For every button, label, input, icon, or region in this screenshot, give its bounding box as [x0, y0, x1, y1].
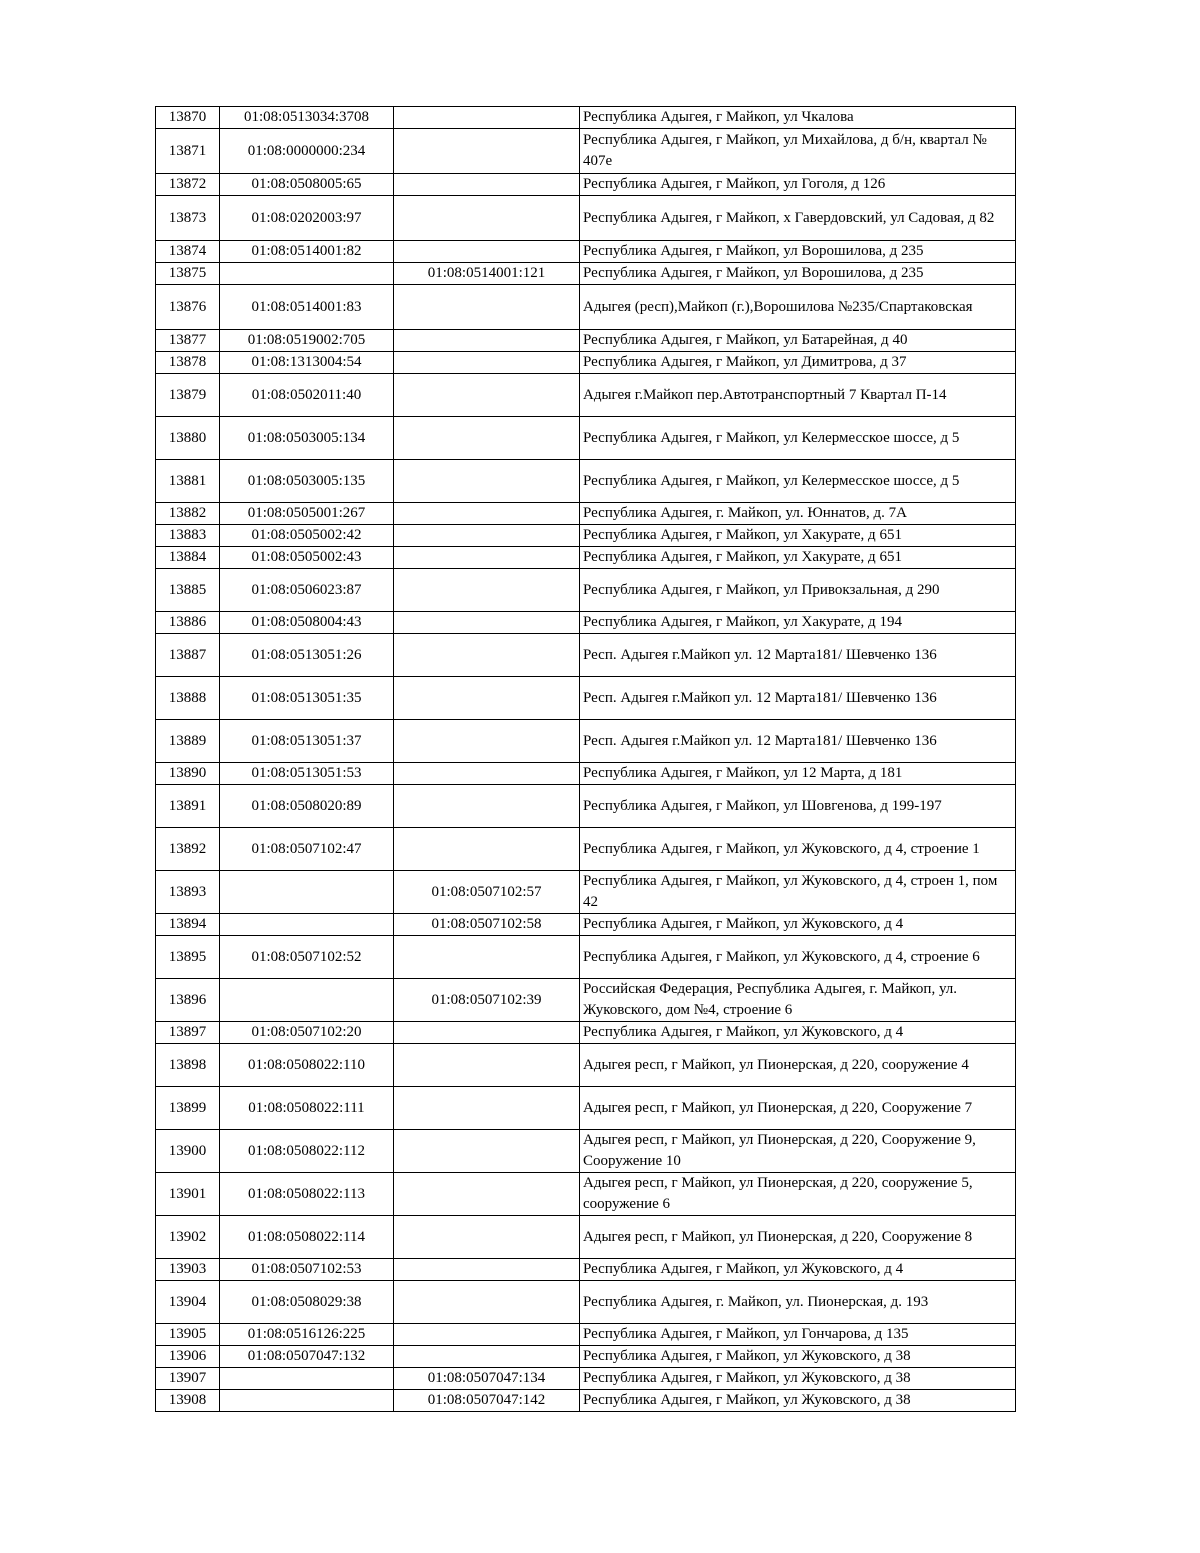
row-number-cell: 13872 — [156, 174, 220, 196]
table-row — [156, 1368, 1016, 1390]
object-cadastral-number-cell: 01:08:0514001:121 — [394, 263, 580, 285]
table-row — [156, 107, 1016, 129]
table-row — [156, 241, 1016, 263]
table-row — [156, 352, 1016, 374]
cadastral-number-cell — [220, 263, 394, 285]
object-cadastral-number-cell — [394, 720, 580, 763]
address-cell: Адыгея респ, г Майкоп, ул Пионерская, д 220, Сооружение 9, Сооружение 10 — [580, 1130, 1016, 1173]
row-number-cell: 13880 — [156, 417, 220, 460]
object-cadastral-number-cell — [394, 1130, 580, 1173]
row-number-cell: 13901 — [156, 1173, 220, 1216]
cadastral-number-cell: 01:08:0513051:37 — [220, 720, 394, 763]
cadastral-number-cell — [220, 1368, 394, 1390]
object-cadastral-number-cell — [394, 547, 580, 569]
object-cadastral-number-cell — [394, 677, 580, 720]
cadastral-number-cell: 01:08:0000000:234 — [220, 129, 394, 174]
object-cadastral-number-cell — [394, 352, 580, 374]
cadastral-number-cell: 01:08:0502011:40 — [220, 374, 394, 417]
table-row — [156, 263, 1016, 285]
table-row — [156, 1130, 1016, 1173]
row-number-cell: 13873 — [156, 196, 220, 241]
address-cell: Респ. Адыгея г.Майкоп ул. 12 Марта181/ Шевченко 136 — [580, 677, 1016, 720]
object-cadastral-number-cell — [394, 1324, 580, 1346]
object-cadastral-number-cell: 01:08:0507102:58 — [394, 914, 580, 936]
object-cadastral-number-cell — [394, 285, 580, 330]
address-cell: Республика Адыгея, г Майкоп, ул Привокзальная, д 290 — [580, 569, 1016, 612]
table-row — [156, 174, 1016, 196]
table-row — [156, 936, 1016, 979]
table-row — [156, 569, 1016, 612]
cadastral-number-cell: 01:08:0508029:38 — [220, 1281, 394, 1324]
table-row — [156, 330, 1016, 352]
cadastral-number-cell: 01:08:0505002:42 — [220, 525, 394, 547]
row-number-cell: 13871 — [156, 129, 220, 174]
object-cadastral-number-cell: 01:08:0507047:134 — [394, 1368, 580, 1390]
row-number-cell: 13894 — [156, 914, 220, 936]
address-cell: Республика Адыгея, г Майкоп, ул Келермесское шоссе, д 5 — [580, 417, 1016, 460]
row-number-cell: 13889 — [156, 720, 220, 763]
cadastral-number-cell: 01:08:0507102:53 — [220, 1259, 394, 1281]
object-cadastral-number-cell — [394, 503, 580, 525]
address-cell: Республика Адыгея, г Майкоп, ул Хакурате, д 651 — [580, 547, 1016, 569]
row-number-cell: 13904 — [156, 1281, 220, 1324]
address-cell: Республика Адыгея, г Майкоп, ул Жуковского, д 4 — [580, 1259, 1016, 1281]
table-row — [156, 285, 1016, 330]
row-number-cell: 13885 — [156, 569, 220, 612]
address-cell: Республика Адыгея, г Майкоп, ул Ворошилова, д 235 — [580, 263, 1016, 285]
row-number-cell: 13891 — [156, 785, 220, 828]
address-cell: Республика Адыгея, г Майкоп, ул Жуковского, д 38 — [580, 1390, 1016, 1412]
address-cell: Республика Адыгея, г Майкоп, ул Жуковского, д 4, строение 1 — [580, 828, 1016, 871]
row-number-cell: 13874 — [156, 241, 220, 263]
address-cell: Республика Адыгея, г Майкоп, ул Димитрова, д 37 — [580, 352, 1016, 374]
address-cell: Республика Адыгея, г Майкоп, ул Хакурате, д 651 — [580, 525, 1016, 547]
address-cell: Республика Адыгея, г Майкоп, ул Ворошилова, д 235 — [580, 241, 1016, 263]
address-cell: Респ. Адыгея г.Майкоп ул. 12 Марта181/ Шевченко 136 — [580, 634, 1016, 677]
object-cadastral-number-cell — [394, 460, 580, 503]
cadastral-number-cell: 01:08:0507102:47 — [220, 828, 394, 871]
table-row — [156, 129, 1016, 174]
cadastral-number-cell: 01:08:0507102:52 — [220, 936, 394, 979]
cadastral-number-cell: 01:08:0508005:65 — [220, 174, 394, 196]
address-cell: Республика Адыгея, г Майкоп, ул Хакурате, д 194 — [580, 612, 1016, 634]
table-row — [156, 1324, 1016, 1346]
object-cadastral-number-cell — [394, 107, 580, 129]
row-number-cell: 13899 — [156, 1087, 220, 1130]
table-row — [156, 1022, 1016, 1044]
address-cell: Республика Адыгея, г Майкоп, ул Жуковского, д 38 — [580, 1368, 1016, 1390]
row-number-cell: 13895 — [156, 936, 220, 979]
cadastral-number-cell: 01:08:0519002:705 — [220, 330, 394, 352]
table-row — [156, 525, 1016, 547]
table-row — [156, 1216, 1016, 1259]
row-number-cell: 13896 — [156, 979, 220, 1022]
address-cell: Республика Адыгея, г Майкоп, ул Жуковского, д 4, строен 1, пом 42 — [580, 871, 1016, 914]
address-cell: Республика Адыгея, г. Майкоп, ул. Юннатов, д. 7А — [580, 503, 1016, 525]
object-cadastral-number-cell — [394, 330, 580, 352]
address-cell: Республика Адыгея, г Майкоп, ул Жуковского, д 4, строение 6 — [580, 936, 1016, 979]
table-row — [156, 785, 1016, 828]
table-row — [156, 677, 1016, 720]
address-cell: Республика Адыгея, г Майкоп, ул Гоголя, д 126 — [580, 174, 1016, 196]
cadastral-number-cell: 01:08:0508020:89 — [220, 785, 394, 828]
address-cell: Адыгея респ, г Майкоп, ул Пионерская, д 220, Сооружение 8 — [580, 1216, 1016, 1259]
object-cadastral-number-cell — [394, 763, 580, 785]
row-number-cell: 13892 — [156, 828, 220, 871]
address-cell: Республика Адыгея, г Майкоп, ул 12 Марта, д 181 — [580, 763, 1016, 785]
address-cell: Адыгея г.Майкоп пер.Автотранспортный 7 Квартал П-14 — [580, 374, 1016, 417]
cadastral-number-cell: 01:08:0516126:225 — [220, 1324, 394, 1346]
cadastral-number-cell — [220, 979, 394, 1022]
address-cell: Республика Адыгея, г. Майкоп, ул. Пионерская, д. 193 — [580, 1281, 1016, 1324]
object-cadastral-number-cell — [394, 1087, 580, 1130]
row-number-cell: 13887 — [156, 634, 220, 677]
row-number-cell: 13893 — [156, 871, 220, 914]
object-cadastral-number-cell — [394, 374, 580, 417]
cadastral-number-cell: 01:08:0503005:135 — [220, 460, 394, 503]
object-cadastral-number-cell — [394, 1173, 580, 1216]
cadastral-number-cell: 01:08:0505002:43 — [220, 547, 394, 569]
table-row — [156, 460, 1016, 503]
table-row — [156, 547, 1016, 569]
cadastral-number-cell: 01:08:0507102:20 — [220, 1022, 394, 1044]
table-row — [156, 1390, 1016, 1412]
cadastral-number-cell: 01:08:0513051:35 — [220, 677, 394, 720]
table-row — [156, 914, 1016, 936]
object-cadastral-number-cell — [394, 241, 580, 263]
row-number-cell: 13902 — [156, 1216, 220, 1259]
cadastral-number-cell — [220, 1390, 394, 1412]
address-cell: Республика Адыгея, г Майкоп, ул Чкалова — [580, 107, 1016, 129]
table-row — [156, 374, 1016, 417]
cadastral-number-cell: 01:08:0514001:83 — [220, 285, 394, 330]
address-cell: Республика Адыгея, г Майкоп, ул Шовгенова, д 199-197 — [580, 785, 1016, 828]
address-cell: Республика Адыгея, г Майкоп, ул Гончарова, д 135 — [580, 1324, 1016, 1346]
table-row — [156, 634, 1016, 677]
address-cell: Адыгея респ, г Майкоп, ул Пионерская, д 220, сооружение 4 — [580, 1044, 1016, 1087]
row-number-cell: 13897 — [156, 1022, 220, 1044]
address-cell: Республика Адыгея, г Майкоп, ул Михайлова, д б/н, квартал № 407е — [580, 129, 1016, 174]
cadastral-number-cell: 01:08:0507047:132 — [220, 1346, 394, 1368]
address-cell: Республика Адыгея, г Майкоп, х Гавердовский, ул Садовая, д 82 — [580, 196, 1016, 241]
row-number-cell: 13881 — [156, 460, 220, 503]
object-cadastral-number-cell — [394, 634, 580, 677]
object-cadastral-number-cell — [394, 1259, 580, 1281]
table-row — [156, 1259, 1016, 1281]
cadastral-number-cell: 01:08:0508022:110 — [220, 1044, 394, 1087]
cadastral-number-cell: 01:08:0505001:267 — [220, 503, 394, 525]
table-row — [156, 1346, 1016, 1368]
cadastral-number-cell: 01:08:0513034:3708 — [220, 107, 394, 129]
table-row — [156, 871, 1016, 914]
object-cadastral-number-cell — [394, 785, 580, 828]
cadastral-number-cell: 01:08:0513051:53 — [220, 763, 394, 785]
object-cadastral-number-cell: 01:08:0507102:57 — [394, 871, 580, 914]
cadastral-number-cell: 01:08:0514001:82 — [220, 241, 394, 263]
table-row — [156, 720, 1016, 763]
cadastral-number-cell — [220, 871, 394, 914]
row-number-cell: 13890 — [156, 763, 220, 785]
row-number-cell: 13877 — [156, 330, 220, 352]
table-row — [156, 612, 1016, 634]
table-row — [156, 196, 1016, 241]
object-cadastral-number-cell — [394, 417, 580, 460]
row-number-cell: 13876 — [156, 285, 220, 330]
cadastral-number-cell: 01:08:0508022:112 — [220, 1130, 394, 1173]
row-number-cell: 13907 — [156, 1368, 220, 1390]
object-cadastral-number-cell — [394, 1346, 580, 1368]
row-number-cell: 13875 — [156, 263, 220, 285]
row-number-cell: 13888 — [156, 677, 220, 720]
object-cadastral-number-cell — [394, 1044, 580, 1087]
table-row — [156, 1087, 1016, 1130]
cadastral-number-cell: 01:08:0508004:43 — [220, 612, 394, 634]
row-number-cell: 13882 — [156, 503, 220, 525]
address-cell: Адыгея респ, г Майкоп, ул Пионерская, д 220, Сооружение 7 — [580, 1087, 1016, 1130]
row-number-cell: 13886 — [156, 612, 220, 634]
row-number-cell: 13905 — [156, 1324, 220, 1346]
cadastral-number-cell: 01:08:1313004:54 — [220, 352, 394, 374]
cadastral-number-cell: 01:08:0513051:26 — [220, 634, 394, 677]
row-number-cell: 13908 — [156, 1390, 220, 1412]
object-cadastral-number-cell — [394, 612, 580, 634]
row-number-cell: 13906 — [156, 1346, 220, 1368]
address-cell: Респ. Адыгея г.Майкоп ул. 12 Марта181/ Шевченко 136 — [580, 720, 1016, 763]
object-cadastral-number-cell — [394, 174, 580, 196]
address-cell: Республика Адыгея, г Майкоп, ул Жуковского, д 38 — [580, 1346, 1016, 1368]
address-cell: Республика Адыгея, г Майкоп, ул Жуковского, д 4 — [580, 914, 1016, 936]
object-cadastral-number-cell: 01:08:0507102:39 — [394, 979, 580, 1022]
table-row — [156, 828, 1016, 871]
object-cadastral-number-cell — [394, 828, 580, 871]
table-row — [156, 1173, 1016, 1216]
object-cadastral-number-cell — [394, 129, 580, 174]
register-table-body — [156, 107, 1016, 1412]
row-number-cell: 13900 — [156, 1130, 220, 1173]
cadastral-number-cell: 01:08:0503005:134 — [220, 417, 394, 460]
object-cadastral-number-cell — [394, 1216, 580, 1259]
object-cadastral-number-cell — [394, 569, 580, 612]
address-cell: Республика Адыгея, г Майкоп, ул Батарейная, д 40 — [580, 330, 1016, 352]
row-number-cell: 13898 — [156, 1044, 220, 1087]
register-table — [155, 106, 1016, 1412]
table-row — [156, 417, 1016, 460]
table-row — [156, 763, 1016, 785]
address-cell: Республика Адыгея, г Майкоп, ул Келермесское шоссе, д 5 — [580, 460, 1016, 503]
row-number-cell: 13903 — [156, 1259, 220, 1281]
row-number-cell: 13879 — [156, 374, 220, 417]
address-cell: Республика Адыгея, г Майкоп, ул Жуковского, д 4 — [580, 1022, 1016, 1044]
row-number-cell: 13883 — [156, 525, 220, 547]
row-number-cell: 13878 — [156, 352, 220, 374]
object-cadastral-number-cell — [394, 1022, 580, 1044]
address-cell: Российская Федерация, Республика Адыгея, г. Майкоп, ул. Жуковского, дом №4, строение 6 — [580, 979, 1016, 1022]
object-cadastral-number-cell: 01:08:0507047:142 — [394, 1390, 580, 1412]
object-cadastral-number-cell — [394, 936, 580, 979]
cadastral-number-cell — [220, 914, 394, 936]
address-cell: Адыгея (респ),Майкоп (г.),Ворошилова №235/Спартаковская — [580, 285, 1016, 330]
table-row — [156, 979, 1016, 1022]
cadastral-number-cell: 01:08:0508022:114 — [220, 1216, 394, 1259]
cadastral-number-cell: 01:08:0508022:111 — [220, 1087, 394, 1130]
cadastral-number-cell: 01:08:0506023:87 — [220, 569, 394, 612]
object-cadastral-number-cell — [394, 525, 580, 547]
cadastral-number-cell: 01:08:0508022:113 — [220, 1173, 394, 1216]
table-row — [156, 1044, 1016, 1087]
object-cadastral-number-cell — [394, 196, 580, 241]
table-row — [156, 503, 1016, 525]
cadastral-number-cell: 01:08:0202003:97 — [220, 196, 394, 241]
object-cadastral-number-cell — [394, 1281, 580, 1324]
table-row — [156, 1281, 1016, 1324]
address-cell: Адыгея респ, г Майкоп, ул Пионерская, д 220, сооружение 5, сооружение 6 — [580, 1173, 1016, 1216]
row-number-cell: 13884 — [156, 547, 220, 569]
row-number-cell: 13870 — [156, 107, 220, 129]
